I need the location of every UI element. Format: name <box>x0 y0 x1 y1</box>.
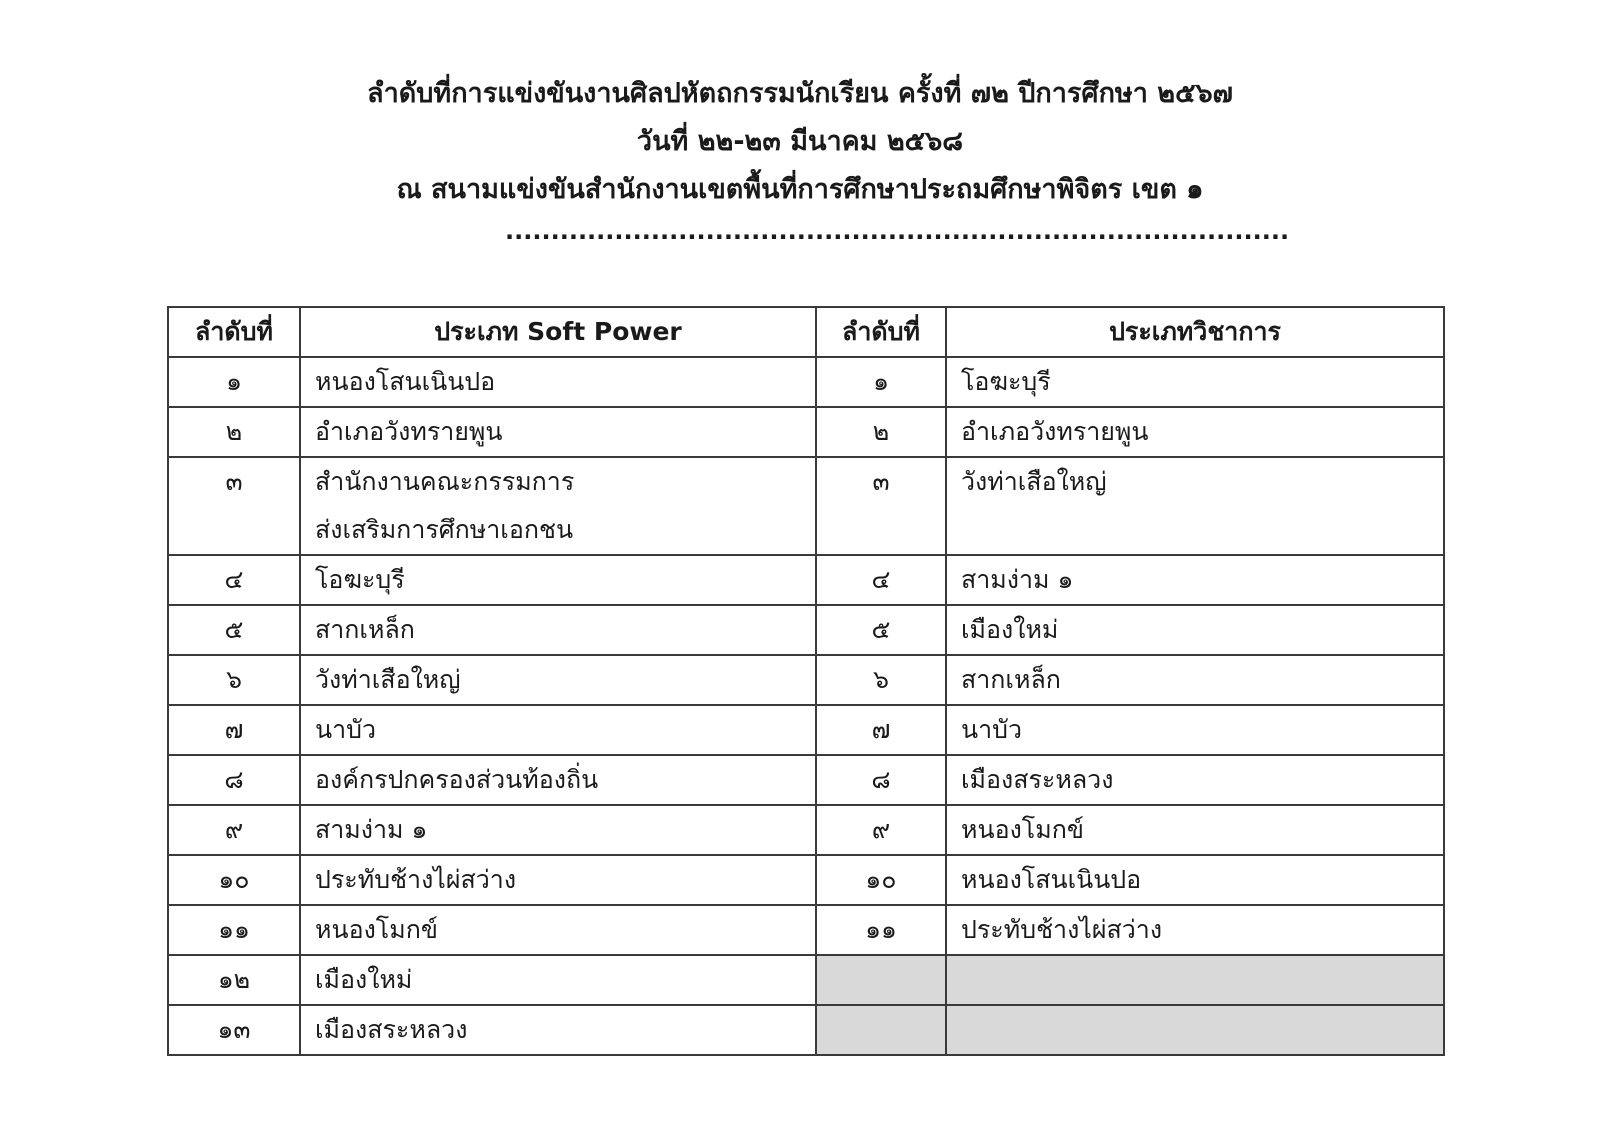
table-row <box>168 1005 1444 1055</box>
table-row <box>168 457 1444 555</box>
rank-soft-power-cell: ๖ <box>168 655 300 705</box>
soft-power-name-cell <box>300 755 816 805</box>
table-body <box>168 357 1444 1055</box>
rank-academic-cell: ๑๑ <box>816 905 946 955</box>
soft-power-name-cell <box>300 407 816 457</box>
column-header-soft-power: ประเภท Soft Power <box>300 307 816 357</box>
table-header-row <box>168 307 1444 357</box>
empty-shaded-cell <box>946 1005 1444 1055</box>
empty-shaded-cell <box>946 955 1444 1005</box>
soft-power-name-cell <box>300 605 816 655</box>
soft-power-name: วังท่าเสือใหญ่ <box>315 665 461 694</box>
table-row <box>168 955 1444 1005</box>
table-row <box>168 357 1444 407</box>
column-header-academic: ประเภทวิชาการ <box>946 307 1444 357</box>
column-header-rank-soft-power: ลำดับที่ <box>168 307 300 357</box>
soft-power-name-cell <box>300 805 816 855</box>
table-row <box>168 805 1444 855</box>
rank-academic-cell: ๔ <box>816 555 946 605</box>
soft-power-name: เมืองสระหลวง <box>315 1015 468 1044</box>
soft-power-name-cell <box>300 905 816 955</box>
soft-power-name-cell <box>300 457 816 555</box>
soft-power-name: สากเหล็ก <box>315 615 415 644</box>
rank-soft-power-cell: ๘ <box>168 755 300 805</box>
rank-soft-power-cell: ๙ <box>168 805 300 855</box>
soft-power-name: หนองโสนเนินปอ <box>315 367 496 396</box>
soft-power-name-cell <box>300 655 816 705</box>
rank-academic-cell: ๕ <box>816 605 946 655</box>
rank-academic-cell: ๖ <box>816 655 946 705</box>
academic-name-cell: หนองโสนเนินปอ <box>946 855 1444 905</box>
table-row <box>168 705 1444 755</box>
table-row <box>168 755 1444 805</box>
table-row <box>168 407 1444 457</box>
rank-soft-power-cell: ๗ <box>168 705 300 755</box>
soft-power-name: สำนักงานคณะกรรมการ <box>315 467 575 496</box>
table-row <box>168 605 1444 655</box>
table-row <box>168 555 1444 605</box>
rank-academic-cell: ๑๐ <box>816 855 946 905</box>
soft-power-name-cell <box>300 705 816 755</box>
rank-soft-power-cell: ๔ <box>168 555 300 605</box>
soft-power-name: สามง่าม ๑ <box>315 815 428 844</box>
academic-name-cell: เมืองสระหลวง <box>946 755 1444 805</box>
soft-power-name: นาบัว <box>315 715 377 744</box>
document-header <box>0 70 1600 246</box>
academic-name-cell: สากเหล็ก <box>946 655 1444 705</box>
soft-power-name-cell <box>300 555 816 605</box>
ranking-table <box>167 306 1445 1056</box>
soft-power-name: อำเภอวังทรายพูน <box>315 417 503 446</box>
academic-name-cell: ประทับช้างไผ่สว่าง <box>946 905 1444 955</box>
soft-power-name-cell <box>300 955 816 1005</box>
rank-soft-power-cell: ๑๑ <box>168 905 300 955</box>
soft-power-name: โอฆะบุรี <box>315 565 405 594</box>
soft-power-name: เมืองใหม่ <box>315 965 413 994</box>
rank-soft-power-cell: ๕ <box>168 605 300 655</box>
soft-power-name-cell <box>300 1005 816 1055</box>
rank-soft-power-cell: ๑๐ <box>168 855 300 905</box>
soft-power-name: หนองโมกข์ <box>315 915 438 944</box>
rank-academic-cell: ๒ <box>816 407 946 457</box>
academic-name-cell: อำเภอวังทรายพูน <box>946 407 1444 457</box>
soft-power-name: ส่งเสริมการศึกษาเอกชน <box>315 515 574 544</box>
empty-shaded-cell <box>816 955 946 1005</box>
document-title: ลำดับที่การแข่งขันงานศิลปหัตถกรรมนักเรียน ครั้งที่ ๗๒ ปีการศึกษา ๒๕๖๗ <box>367 78 1233 109</box>
table-row <box>168 855 1444 905</box>
rank-academic-cell: ๙ <box>816 805 946 855</box>
soft-power-name: องค์กรปกครองส่วนท้องถิ่น <box>315 765 599 794</box>
academic-name-cell: สามง่าม ๑ <box>946 555 1444 605</box>
academic-name-cell: หนองโมกข์ <box>946 805 1444 855</box>
rank-soft-power-cell: ๒ <box>168 407 300 457</box>
rank-academic-cell: ๑ <box>816 357 946 407</box>
dotted-divider: ...................................................................................... <box>505 217 1290 245</box>
rank-soft-power-cell: ๑๓ <box>168 1005 300 1055</box>
rank-academic-cell: ๓ <box>816 457 946 555</box>
soft-power-name-cell <box>300 855 816 905</box>
rank-soft-power-cell: ๑ <box>168 357 300 407</box>
table-row <box>168 655 1444 705</box>
rank-academic-cell: ๘ <box>816 755 946 805</box>
academic-name-cell: เมืองใหม่ <box>946 605 1444 655</box>
soft-power-name-cell <box>300 357 816 407</box>
academic-name-cell: วังท่าเสือใหญ่ <box>946 457 1444 555</box>
rank-academic-cell: ๗ <box>816 705 946 755</box>
academic-name-cell: นาบัว <box>946 705 1444 755</box>
rank-soft-power-cell: ๑๒ <box>168 955 300 1005</box>
empty-shaded-cell <box>816 1005 946 1055</box>
soft-power-name: ประทับช้างไผ่สว่าง <box>315 865 517 894</box>
rank-soft-power-cell: ๓ <box>168 457 300 555</box>
document-venue: ณ สนามแข่งขันสำนักงานเขตพื้นที่การศึกษาประถมศึกษาพิจิตร เขต ๑ <box>396 174 1204 205</box>
academic-name-cell: โอฆะบุรี <box>946 357 1444 407</box>
document-date: วันที่ ๒๒-๒๓ มีนาคม ๒๕๖๘ <box>636 126 964 157</box>
table-row <box>168 905 1444 955</box>
column-header-rank-academic: ลำดับที่ <box>816 307 946 357</box>
